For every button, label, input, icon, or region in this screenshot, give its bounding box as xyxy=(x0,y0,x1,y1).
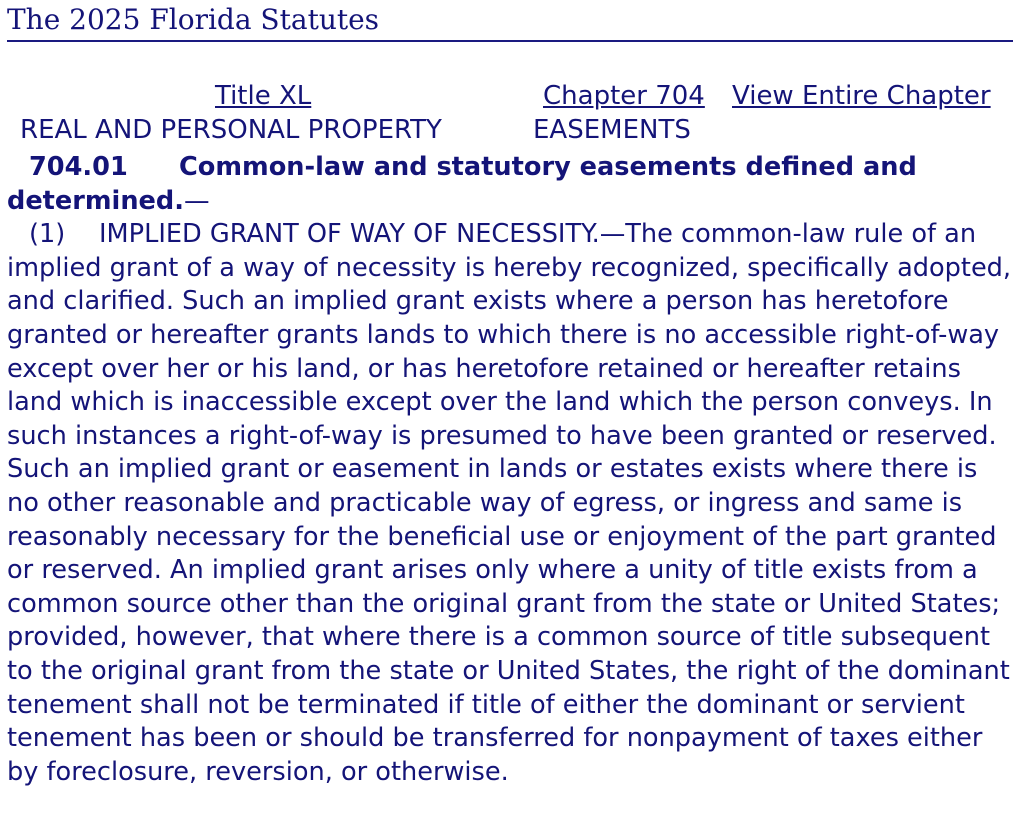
page-header xyxy=(7,0,1013,42)
section-number: 704.01 xyxy=(29,152,128,182)
chapter-navigation xyxy=(0,80,1024,112)
chapter-caption: EASEMENTS xyxy=(533,115,691,145)
statute-section xyxy=(7,151,1017,789)
section-catchline: Common-law and statutory easements defined and determined. xyxy=(7,152,917,216)
subsection-heading: IMPLIED GRANT OF WAY OF NECESSITY. xyxy=(99,219,600,250)
subsection-dash: — xyxy=(599,219,626,250)
chapter-link[interactable]: Chapter 704 xyxy=(543,81,705,111)
subsection-number: (1) xyxy=(29,219,66,250)
caption-row xyxy=(0,114,1024,146)
title-link[interactable]: Title XL xyxy=(215,81,312,111)
title-caption: REAL AND PERSONAL PROPERTY xyxy=(20,115,442,145)
view-entire-chapter-link[interactable]: View Entire Chapter xyxy=(732,81,991,111)
section-heading xyxy=(7,151,1017,218)
subsection xyxy=(7,218,1017,789)
page-title: The 2025 Florida Statutes xyxy=(7,3,380,36)
catchline-dash: — xyxy=(183,185,210,216)
subsection-text: The common-law rule of an implied grant of a way of necessity is hereby recognized, specifically adopted, and clarified. Such an implied grant exists where a person has heretofore granted or hereafter grants lands to which there is no accessible right-of-way except over her or his land, or has heretofore retained or hereafter retains land which is inaccessible except over the land which the person conveys. In such instances a right-of-way is presumed to have been granted or reserved. Such an implied grant or easement in lands or estates exists where there is no other reasonable and practicable way of egress, or ingress and same is reasonably necessary for the beneficial use or enjoyment of the part granted or reserved. An implied grant arises only where a unity of title exists from a common source other than the original grant from the state or United States; provided, however, that where there is a common source of title subsequent to the original grant from the state or United States, the right of the dominant tenement shall not be terminated if title of either the dominant or servient tenement has been or should be transferred for nonpayment of taxes either by foreclosure, reversion, or otherwise. xyxy=(7,219,1012,787)
